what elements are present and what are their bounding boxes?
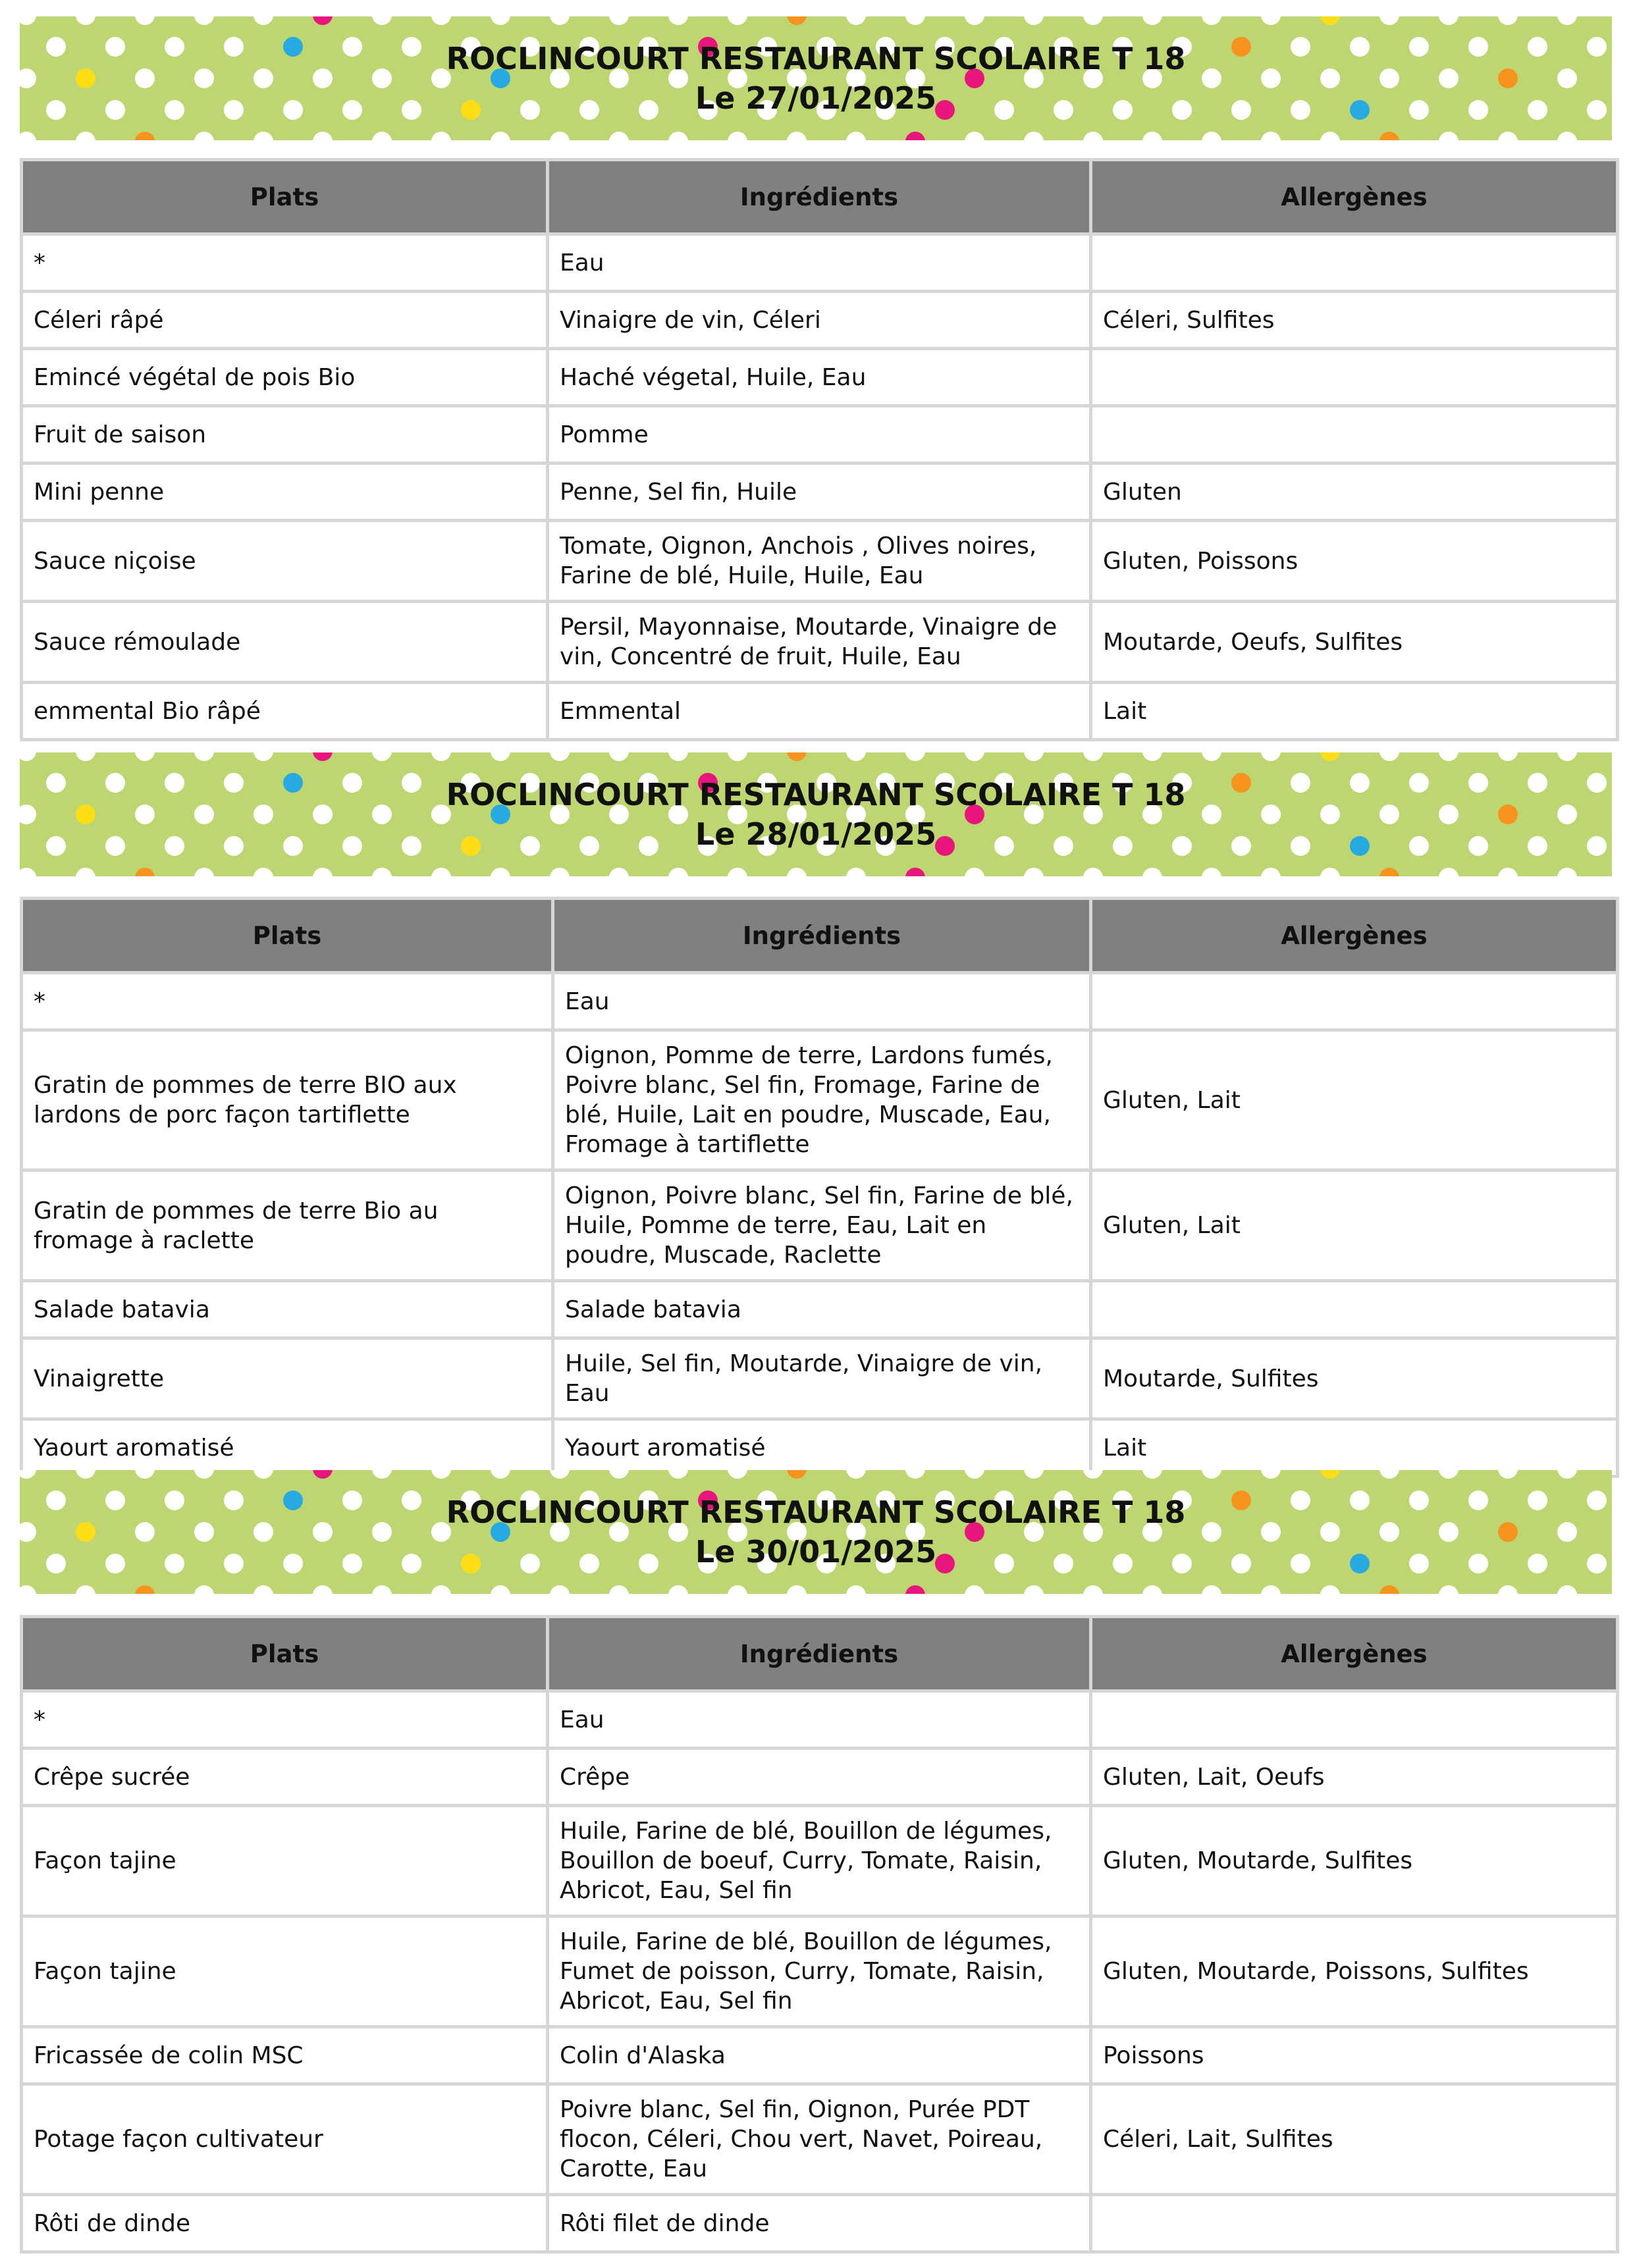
table-row — [23, 350, 1616, 404]
cell-plat: Céleri râpé — [23, 293, 546, 347]
cell-ingredients: Huile, Farine de blé, Bouillon de légumes, Bouillon de boeuf, Curry, Tomate, Raisin, Abricot, Eau, Sel fin — [549, 1807, 1089, 1914]
table-row — [23, 1032, 1616, 1169]
cell-ingredients: Vinaigre de vin, Céleri — [549, 293, 1089, 347]
cell-allergenes — [1092, 408, 1616, 462]
cell-ingredients: Eau — [549, 1693, 1089, 1747]
cell-ingredients: Oignon, Pomme de terre, Lardons fumés, Poivre blanc, Sel fin, Fromage, Farine de blé, Huile, Lait en poudre, Muscade, Eau, Fromage à tartiflette — [554, 1032, 1089, 1169]
table-row — [23, 465, 1616, 519]
cell-ingredients: Tomate, Oignon, Anchois , Olives noires, Farine de blé, Huile, Huile, Eau — [549, 522, 1089, 600]
cell-ingredients: Colin d'Alaska — [549, 2028, 1089, 2082]
table-row — [23, 408, 1616, 462]
cell-ingredients: Crêpe — [549, 1750, 1089, 1804]
cell-plat: Emincé végétal de pois Bio — [23, 350, 546, 404]
menu-table — [20, 158, 1619, 741]
cell-allergenes: Gluten — [1092, 465, 1616, 519]
cell-allergenes: Gluten, Moutarde, Sulfites — [1092, 1807, 1616, 1914]
cell-allergenes: Gluten, Lait, Oeufs — [1092, 1750, 1616, 1804]
table-row — [23, 236, 1616, 290]
table-row — [23, 2196, 1616, 2250]
cell-plat: Rôti de dinde — [23, 2196, 546, 2250]
cell-plat: Sauce niçoise — [23, 522, 546, 600]
menu-banner — [20, 16, 1612, 140]
table-header-row — [23, 161, 1616, 232]
cell-ingredients: Pomme — [549, 408, 1089, 462]
menu-table — [20, 1615, 1619, 2254]
cell-ingredients: Eau — [554, 974, 1089, 1028]
cell-plat: * — [23, 974, 551, 1028]
cell-ingredients: Poivre blanc, Sel fin, Oignon, Purée PDT flocon, Céleri, Chou vert, Navet, Poireau, Carotte, Eau — [549, 2086, 1089, 2193]
menu-table — [20, 897, 1619, 1478]
restaurant-title: ROCLINCOURT RESTAURANT SCOLAIRE T 18 — [446, 1494, 1186, 1530]
table-row — [23, 1750, 1616, 1804]
table-header-row — [23, 1618, 1616, 1689]
cell-ingredients: Huile, Sel fin, Moutarde, Vinaigre de vin, Eau — [554, 1340, 1089, 1417]
banner-heading — [20, 752, 1612, 876]
cell-allergenes — [1092, 350, 1616, 404]
cell-ingredients: Huile, Farine de blé, Bouillon de légumes, Fumet de poisson, Curry, Tomate, Raisin, Abricot, Eau, Sel fin — [549, 1918, 1089, 2025]
cell-allergenes — [1092, 974, 1616, 1028]
header-ingredients: Ingrédients — [549, 161, 1089, 232]
table-row — [23, 2028, 1616, 2082]
header-plats: Plats — [23, 1618, 546, 1689]
cell-allergenes: Gluten, Moutarde, Poissons, Sulfites — [1092, 1918, 1616, 2025]
cell-plat: * — [23, 1693, 546, 1747]
table-row — [23, 293, 1616, 347]
header-allergenes: Allergènes — [1092, 161, 1616, 232]
cell-ingredients: Eau — [549, 236, 1089, 290]
cell-ingredients: Yaourt aromatisé — [554, 1421, 1089, 1475]
cell-plat: Façon tajine — [23, 1807, 546, 1914]
cell-allergenes: Céleri, Sulfites — [1092, 293, 1616, 347]
cell-ingredients: Salade batavia — [554, 1282, 1089, 1336]
table-row — [23, 1172, 1616, 1279]
header-ingredients: Ingrédients — [549, 1618, 1089, 1689]
cell-allergenes: Lait — [1092, 684, 1616, 738]
cell-plat: Crêpe sucrée — [23, 1750, 546, 1804]
menu-date: Le 28/01/2025 — [695, 816, 937, 852]
cell-plat: * — [23, 236, 546, 290]
cell-allergenes: Moutarde, Oeufs, Sulfites — [1092, 603, 1616, 681]
cell-allergenes: Céleri, Lait, Sulfites — [1092, 2086, 1616, 2193]
cell-plat: emmental Bio râpé — [23, 684, 546, 738]
cell-plat: Fruit de saison — [23, 408, 546, 462]
table-row — [23, 1807, 1616, 1914]
cell-ingredients: Oignon, Poivre blanc, Sel fin, Farine de blé, Huile, Pomme de terre, Eau, Lait en poudre, Muscade, Raclette — [554, 1172, 1089, 1279]
cell-ingredients: Rôti filet de dinde — [549, 2196, 1089, 2250]
cell-allergenes: Gluten, Lait — [1092, 1172, 1616, 1279]
table-row — [23, 1693, 1616, 1747]
cell-allergenes: Gluten, Lait — [1092, 1032, 1616, 1169]
cell-allergenes: Lait — [1092, 1421, 1616, 1475]
cell-plat: Gratin de pommes de terre Bio au fromage à raclette — [23, 1172, 551, 1279]
cell-plat: Yaourt aromatisé — [23, 1421, 551, 1475]
header-plats: Plats — [23, 161, 546, 232]
cell-plat: Vinaigrette — [23, 1340, 551, 1417]
menu-date: Le 30/01/2025 — [695, 1534, 937, 1569]
table-row — [23, 1282, 1616, 1336]
cell-allergenes: Gluten, Poissons — [1092, 522, 1616, 600]
cell-plat: Fricassée de colin MSC — [23, 2028, 546, 2082]
cell-plat: Gratin de pommes de terre BIO aux lardons de porc façon tartiflette — [23, 1032, 551, 1169]
cell-plat: Salade batavia — [23, 1282, 551, 1336]
cell-plat: Mini penne — [23, 465, 546, 519]
table-row — [23, 522, 1616, 600]
table-header-row — [23, 900, 1616, 971]
cell-plat: Façon tajine — [23, 1918, 546, 2025]
cell-allergenes — [1092, 1693, 1616, 1747]
table-row — [23, 603, 1616, 681]
table-row — [23, 1421, 1616, 1475]
table-row — [23, 684, 1616, 738]
table-row — [23, 974, 1616, 1028]
menu-banner — [20, 1470, 1612, 1594]
cell-plat: Sauce rémoulade — [23, 603, 546, 681]
cell-ingredients: Emmental — [549, 684, 1089, 738]
table-row — [23, 1918, 1616, 2025]
cell-allergenes: Moutarde, Sulfites — [1092, 1340, 1616, 1417]
menu-date: Le 27/01/2025 — [695, 80, 937, 116]
table-row — [23, 2086, 1616, 2193]
table-row — [23, 1340, 1616, 1417]
cell-allergenes — [1092, 1282, 1616, 1336]
header-plats: Plats — [23, 900, 551, 971]
cell-ingredients: Haché végetal, Huile, Eau — [549, 350, 1089, 404]
restaurant-title: ROCLINCOURT RESTAURANT SCOLAIRE T 18 — [446, 41, 1186, 76]
restaurant-title: ROCLINCOURT RESTAURANT SCOLAIRE T 18 — [446, 777, 1186, 812]
banner-heading — [20, 16, 1612, 140]
cell-allergenes: Poissons — [1092, 2028, 1616, 2082]
cell-allergenes — [1092, 2196, 1616, 2250]
menu-banner — [20, 752, 1612, 876]
banner-heading — [20, 1470, 1612, 1594]
cell-ingredients: Penne, Sel fin, Huile — [549, 465, 1089, 519]
header-allergenes: Allergènes — [1092, 1618, 1616, 1689]
cell-plat: Potage façon cultivateur — [23, 2086, 546, 2193]
header-allergenes: Allergènes — [1092, 900, 1616, 971]
cell-ingredients: Persil, Mayonnaise, Moutarde, Vinaigre de vin, Concentré de fruit, Huile, Eau — [549, 603, 1089, 681]
header-ingredients: Ingrédients — [554, 900, 1089, 971]
cell-allergenes — [1092, 236, 1616, 290]
